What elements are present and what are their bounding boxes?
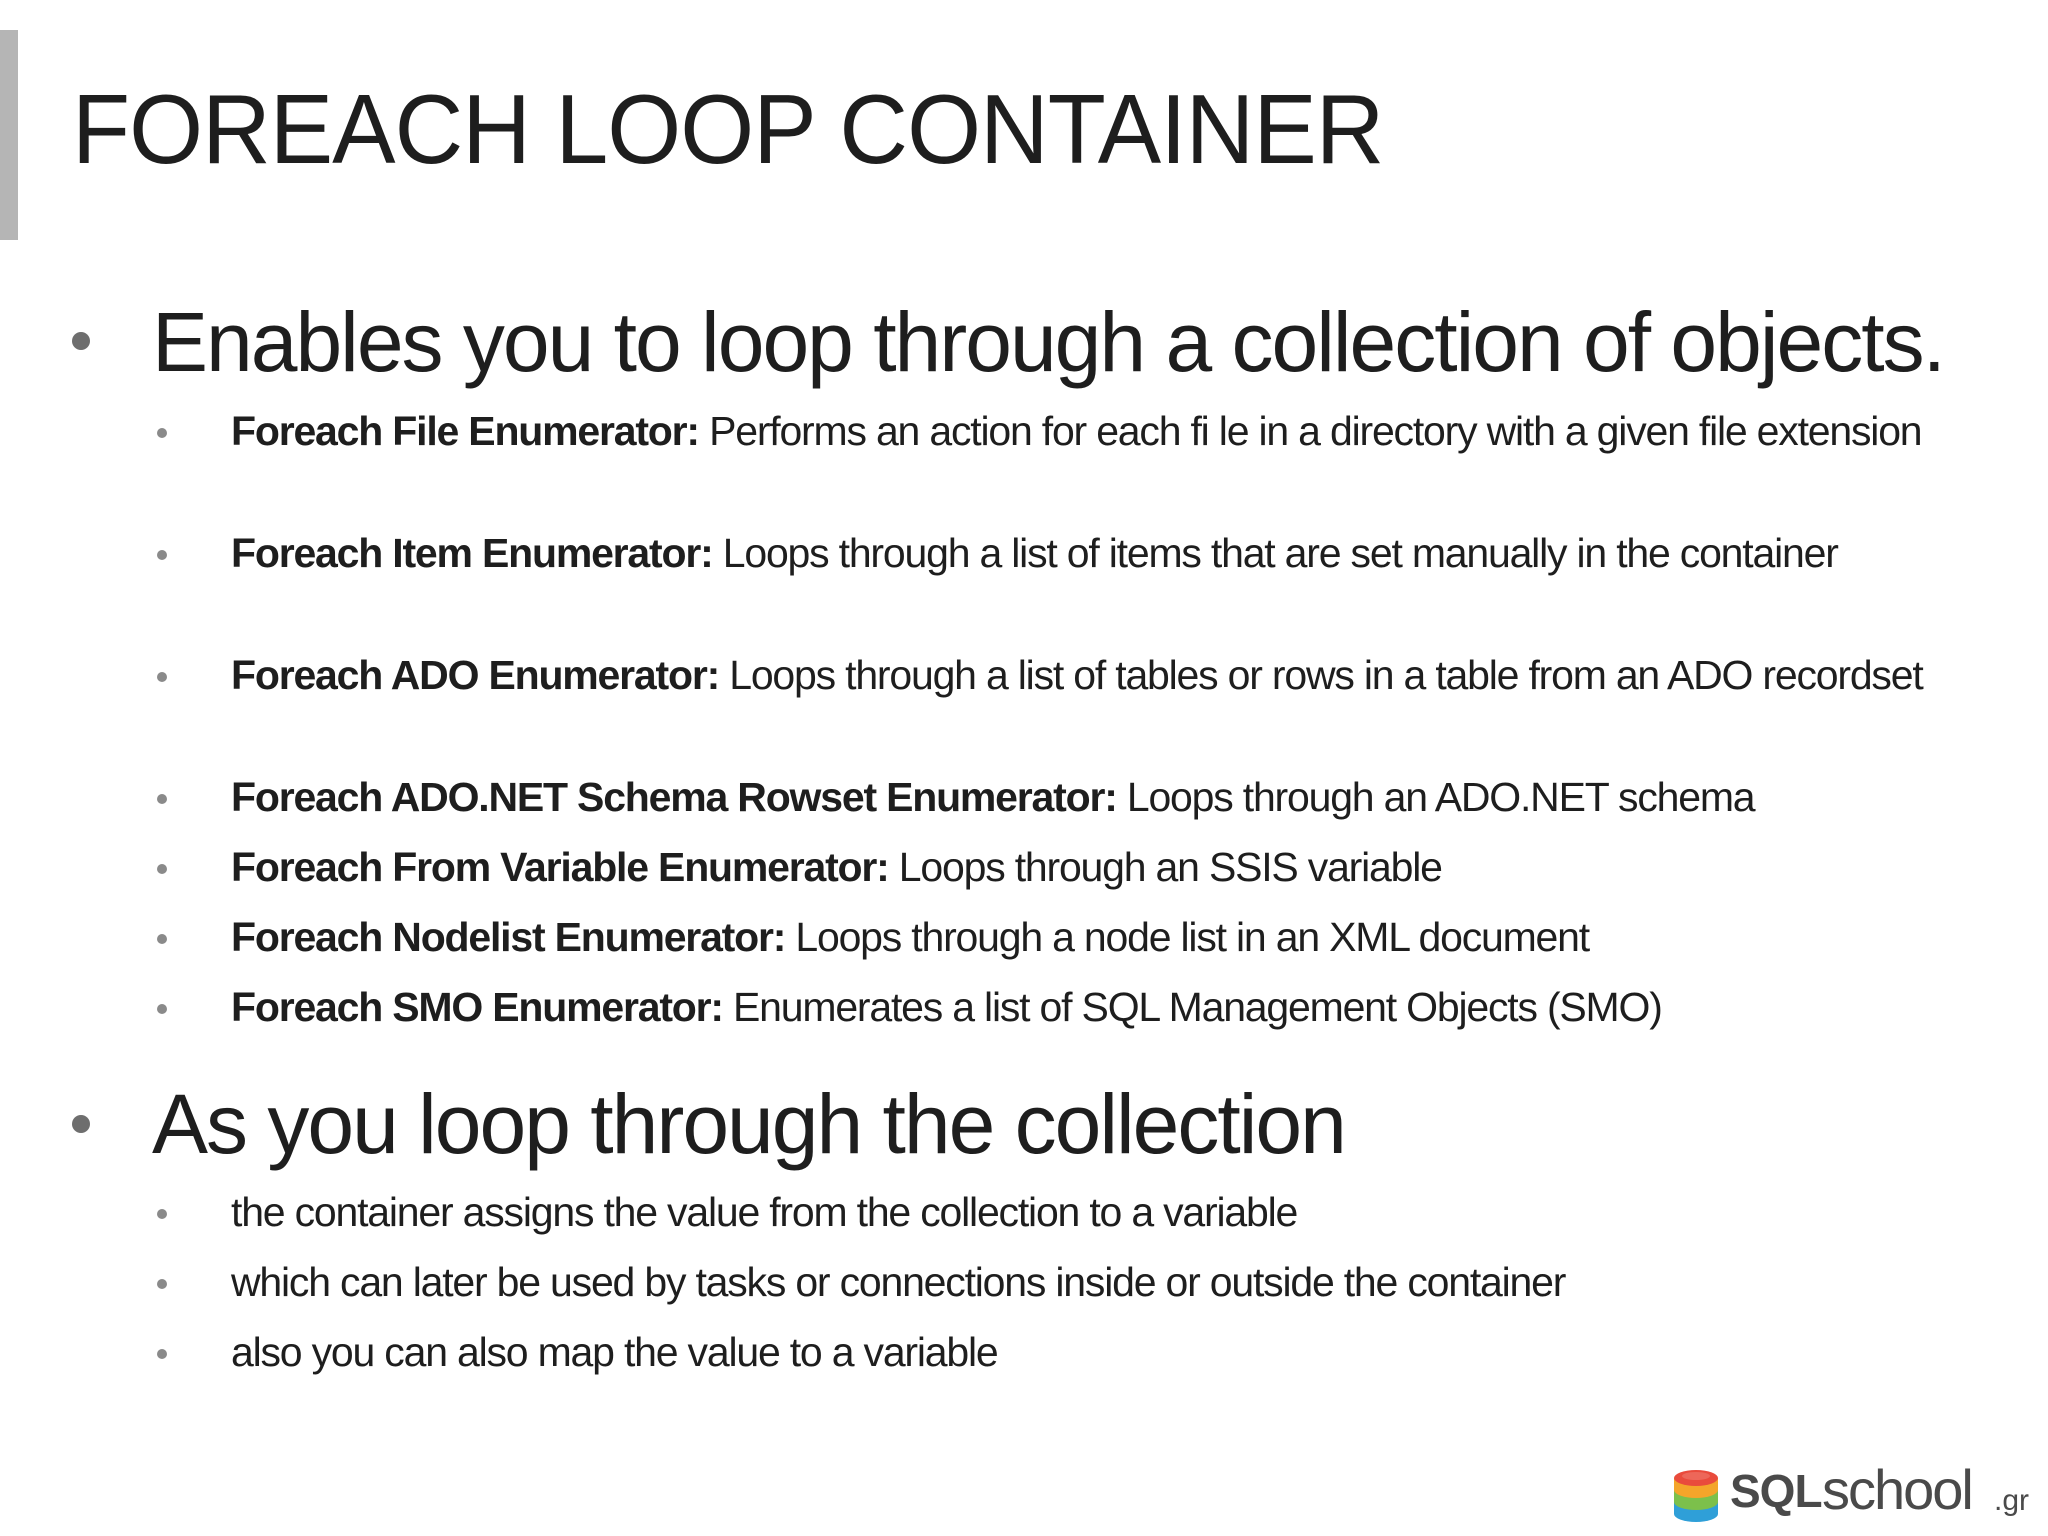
database-stack-icon [1672, 1462, 1720, 1524]
sub-bullet-dot [157, 1349, 167, 1359]
sub-bullet-text [231, 771, 1991, 824]
sub-bullet-label: Foreach ADO Enumerator: [231, 652, 720, 698]
sub-bullet-dot [157, 550, 167, 560]
logo-sql-text: SQL [1730, 1465, 1822, 1517]
sub-bullet-dot [157, 428, 167, 438]
sub-bullet-text [231, 405, 1991, 458]
sub-bullet-description: Loops through a node list in an XML document [785, 914, 1589, 960]
sub-bullet-description: Loops through an SSIS variable [888, 844, 1442, 890]
sub-bullet-label: Foreach ADO.NET Schema Rowset Enumerator: [231, 774, 1117, 820]
sub-bullet-dot [157, 864, 167, 874]
sub-bullet-text [231, 649, 1991, 702]
sub-bullet-text [231, 841, 1991, 894]
bullet-dot [72, 1115, 90, 1133]
slide-title: FOREACH LOOP CONTAINER [72, 74, 1384, 184]
sub-bullet-text: also you can also map the value to a variable [231, 1329, 998, 1375]
sub-bullet-dot [157, 1004, 167, 1014]
sub-bullet-dot [157, 1209, 167, 1219]
sub-bullet-dot [157, 794, 167, 804]
sqlschool-logo [1672, 1458, 2032, 1524]
bullet-text: Enables you to loop through a collection of objects. [152, 295, 1944, 389]
sub-bullet-label: Foreach From Variable Enumerator: [231, 844, 889, 890]
sub-bullet-description: Performs an action for each fi le in a directory with a given file extension [698, 408, 1922, 454]
sub-bullet-description: Enumerates a list of SQL Management Objects (SMO) [722, 984, 1662, 1030]
title-accent-bar [0, 30, 18, 240]
logo-gr-text: .gr [1994, 1484, 2030, 1517]
bullet-text: As you loop through the collection [152, 1077, 1345, 1171]
logo-school-text: school [1822, 1458, 1972, 1521]
sub-bullet-label: Foreach Item Enumerator: [231, 530, 713, 576]
sub-bullet-text: the container assigns the value from the collection to a variable [231, 1189, 1298, 1235]
bullet-dot [72, 332, 90, 350]
sub-bullet-dot [157, 672, 167, 682]
sub-bullet-description: Loops through a list of items that are set manually in the container [712, 530, 1838, 576]
sub-bullet-dot [157, 1279, 167, 1289]
sub-bullet-label: Foreach Nodelist Enumerator: [231, 914, 786, 960]
sub-bullet-text: which can later be used by tasks or connections inside or outside the container [231, 1259, 1566, 1305]
sub-bullet-description: Loops through an ADO.NET schema [1116, 774, 1755, 820]
sub-bullet-dot [157, 934, 167, 944]
sub-bullet-label: Foreach SMO Enumerator: [231, 984, 723, 1030]
sub-bullet-label: Foreach File Enumerator: [231, 408, 699, 454]
sub-bullet-description: Loops through a list of tables or rows in a table from an ADO recordset [719, 652, 1923, 698]
sub-bullet-text [231, 911, 1991, 964]
sub-bullet-text [231, 527, 1991, 580]
sub-bullet-text [231, 981, 1991, 1034]
